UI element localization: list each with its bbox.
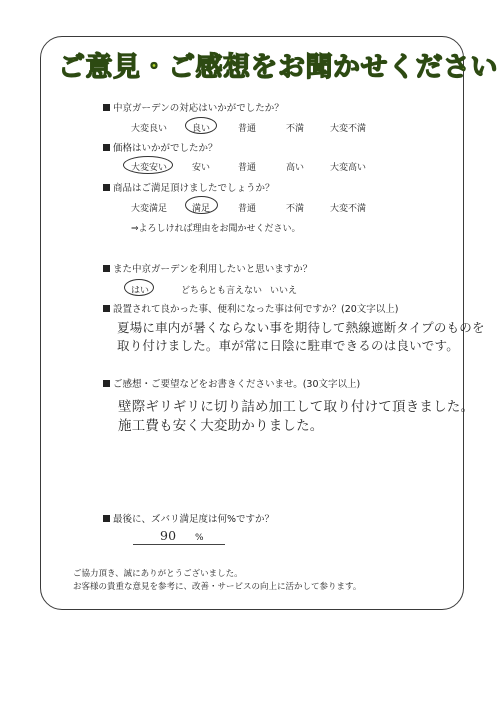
bullet-square-icon [103,184,110,191]
option-product-satisfied[interactable]: 満足 [192,204,211,214]
bullet-square-icon [103,305,110,312]
reason-prompt: ⇒よろしければ理由をお聞かせください。 [131,224,301,234]
question-reuse-text: また中京ガーデンを利用したいと思いますか？ [113,264,313,275]
question-product [103,180,275,194]
option-service-normal[interactable]: 普通 [238,124,257,134]
question-reuse [103,261,312,275]
option-service-good[interactable]: 良い [192,124,211,134]
bullet-square-icon [103,515,110,522]
option-service-unsatisfied[interactable]: 不満 [286,124,305,134]
satisfaction-unit: % [195,533,204,543]
question-service-text: 中京ガーデンの対応はいかがでしたか？ [113,103,284,114]
question-satisfaction-text: 最後に、ズバリ満足度は何%ですか？ [113,514,275,525]
question-good-points-text: 設置されて良かった事、便利になった事は何ですか？(20文字以上) [113,304,399,315]
good-points-answer-line-2: 取り付けました。車が常に日陰に駐車できるのは良いです。 [117,338,459,353]
option-product-normal[interactable]: 普通 [238,204,257,214]
question-price [103,140,218,154]
bullet-square-icon [103,265,110,272]
survey-title: ご意見・ご感想をお聞かせください [58,52,498,83]
bullet-square-icon [103,380,110,387]
option-product-very-satisfied[interactable]: 大変満足 [131,204,168,214]
option-price-cheap[interactable]: 安い [192,163,211,173]
satisfaction-value[interactable]: 90 [160,528,177,543]
bullet-square-icon [103,104,110,111]
satisfaction-underline [133,544,225,545]
question-product-text: 商品はご満足頂けましたでしょうか？ [113,183,275,194]
feedback-answer-line-2: 施工費も安く大変助かりました。 [118,418,324,434]
option-price-normal[interactable]: 普通 [238,163,257,173]
question-satisfaction [103,511,274,525]
option-product-very-unsatisfied[interactable]: 大変不満 [330,204,367,214]
option-product-unsatisfied[interactable]: 不満 [286,204,305,214]
option-price-very-cheap[interactable]: 大変安い [131,163,168,173]
good-points-answer-line-1: 夏場に車内が暑くならない事を期待して熱線遮断タイプのものを [117,320,485,335]
option-reuse-no[interactable]: いいえ [270,286,298,296]
option-service-very-unsatisfied[interactable]: 大変不満 [330,124,367,134]
question-price-text: 価格はいかがでしたか？ [113,143,218,154]
question-service [103,100,284,114]
footer-thanks: ご協力頂き、誠にありがとうございました。 [73,569,243,579]
option-reuse-yes[interactable]: はい [131,286,150,296]
option-price-expensive[interactable]: 高い [286,163,305,173]
question-good-points [103,301,399,315]
question-feedback [103,376,360,390]
bullet-square-icon [103,144,110,151]
option-service-very-good[interactable]: 大変良い [131,124,168,134]
feedback-answer-line-1: 壁際ギリギリに切り詰め加工して取り付けて頂きました。 [118,399,475,415]
footer-message: お客様の貴重な意見を参考に、改善・サービスの向上に活かして参ります。 [73,582,362,592]
option-price-very-expensive[interactable]: 大変高い [330,163,367,173]
option-reuse-neutral[interactable]: どちらとも言えない [181,286,263,296]
question-feedback-text: ご感想・ご要望などをお書きくださいませ。(30文字以上) [113,379,361,390]
